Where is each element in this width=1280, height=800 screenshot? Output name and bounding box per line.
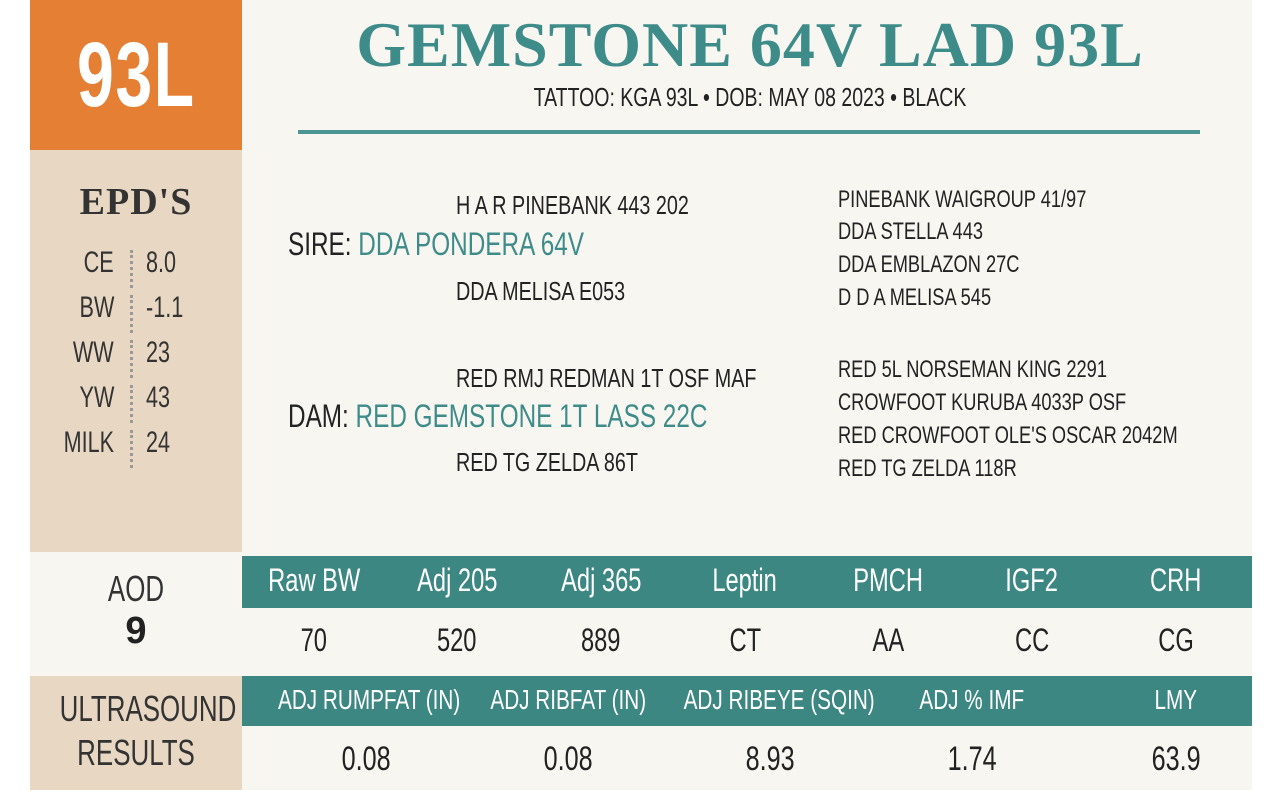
epd-row [30,291,242,336]
epd-list [30,246,242,471]
sire-line [288,226,584,263]
pedigree-ancestor: DDA STELLA 443 [838,218,983,245]
weights-header [670,562,820,599]
epd-value: 43 [146,381,171,414]
pedigree-ancestor: RED CROWFOOT OLE'S OSCAR 2042M [838,422,1178,449]
weights-header-text: PMCH [853,562,923,598]
dam-line [288,398,707,435]
weights-header [1101,562,1251,599]
ultrasound-header-text: ADJ RIBFAT (IN) [490,684,646,715]
epd-label: MILK [63,426,114,459]
epd-value: 23 [146,336,171,369]
weights-value [526,622,676,659]
weights-header-text: Adj 365 [560,562,642,598]
weights-value-text: 889 [581,622,621,658]
epd-panel [30,150,242,552]
weights-value [1101,622,1251,659]
aod-label: AOD [107,568,165,609]
pedigree-ancestor: DDA EMBLAZON 27C [838,251,1020,278]
ultrasound-value [872,740,1072,779]
epd-separator [130,250,133,288]
epd-label: YW [79,381,114,414]
weights-value-text: CG [1158,622,1194,658]
weights-value-text: AA [872,622,904,658]
header-divider [298,130,1200,134]
epd-row [30,381,242,426]
lot-badge [30,0,242,150]
aod-value: 9 [125,610,147,652]
weights-header [957,562,1107,599]
epd-row [30,246,242,291]
weights-value [382,622,532,659]
epd-title: EPD'S [79,181,193,223]
epd-value: 8.0 [146,246,177,279]
ultrasound-header-text: ADJ % IMF [919,684,1025,715]
animal-details: TATTOO: KGA 93L • DOB: MAY 08 2023 • BLACK [533,82,967,112]
ultrasound-value [468,740,668,779]
weights-value [957,622,1107,659]
pedigree-ancestor: PINEBANK WAIGROUP 41/97 [838,186,1087,213]
weights-value [813,622,963,659]
weights-value-text: 520 [437,622,477,658]
weights-header-text: IGF2 [1005,562,1059,598]
animal-name: GEMSTONE 64V LAD 93L [356,9,1144,80]
ultrasound-header-text: LMY [1154,684,1198,715]
epd-label: BW [79,291,114,324]
weights-value [670,622,820,659]
ultrasound-header [1056,684,1280,716]
dam-dam: RED TG ZELDA 86T [456,447,638,477]
dam-name: RED GEMSTONE 1T LASS 22C [355,398,708,434]
weights-header-text: Raw BW [267,562,361,598]
weights-header [239,562,389,599]
sire-sire: H A R PINEBANK 443 202 [456,190,689,220]
ultrasound-panel [30,676,242,790]
epd-value: -1.1 [146,291,184,324]
ultrasound-value-text: 63.9 [1151,740,1201,778]
sire-prefix: SIRE: [288,226,359,262]
epd-separator [130,295,133,333]
ultrasound-value-text: 1.74 [947,740,997,778]
ultrasound-label: ULTRASOUND [59,688,237,729]
weights-value-text: CT [729,622,761,658]
pedigree-ancestor: RED TG ZELDA 118R [838,455,1017,482]
ultrasound-value-text: 0.08 [341,740,391,778]
weights-value-text: CC [1014,622,1050,658]
weights-header-text: CRH [1150,562,1202,598]
weights-header-text: Adj 205 [416,562,498,598]
weights-header [526,562,676,599]
epd-separator [130,430,133,468]
dam-sire: RED RMJ REDMAN 1T OSF MAF [456,363,757,393]
ultrasound-header-text: ADJ RIBEYE (SQIN) [683,684,875,715]
ultrasound-header-text: ADJ RUMPFAT (IN) [278,684,461,715]
epd-label: WW [73,336,114,369]
epd-separator [130,340,133,378]
weights-header-text: Leptin [712,562,778,598]
ultrasound-value [670,740,870,779]
dam-prefix: DAM: [288,398,356,434]
ultrasound-value-text: 8.93 [745,740,795,778]
weights-value-text: 70 [300,622,328,658]
sire-name: DDA PONDERA 64V [358,226,584,262]
sire-dam: DDA MELISA E053 [456,276,626,306]
ultrasound-value [266,740,466,779]
epd-row [30,426,242,471]
epd-separator [130,385,133,423]
lot-number: 93L [76,23,196,126]
ultrasound-label-results: RESULTS [77,732,195,773]
pedigree-ancestor: CROWFOOT KURUBA 4033P OSF [838,389,1127,416]
pedigree-ancestor: D D A MELISA 545 [838,284,992,311]
ultrasound-value [1076,740,1276,779]
weights-value [239,622,389,659]
epd-label: CE [83,246,114,279]
epd-value: 24 [146,426,171,459]
ultrasound-value-text: 0.08 [543,740,593,778]
epd-row [30,336,242,381]
weights-header [813,562,963,599]
aod-panel [30,552,242,676]
weights-header [382,562,532,599]
pedigree-ancestor: RED 5L NORSEMAN KING 2291 [838,356,1107,383]
